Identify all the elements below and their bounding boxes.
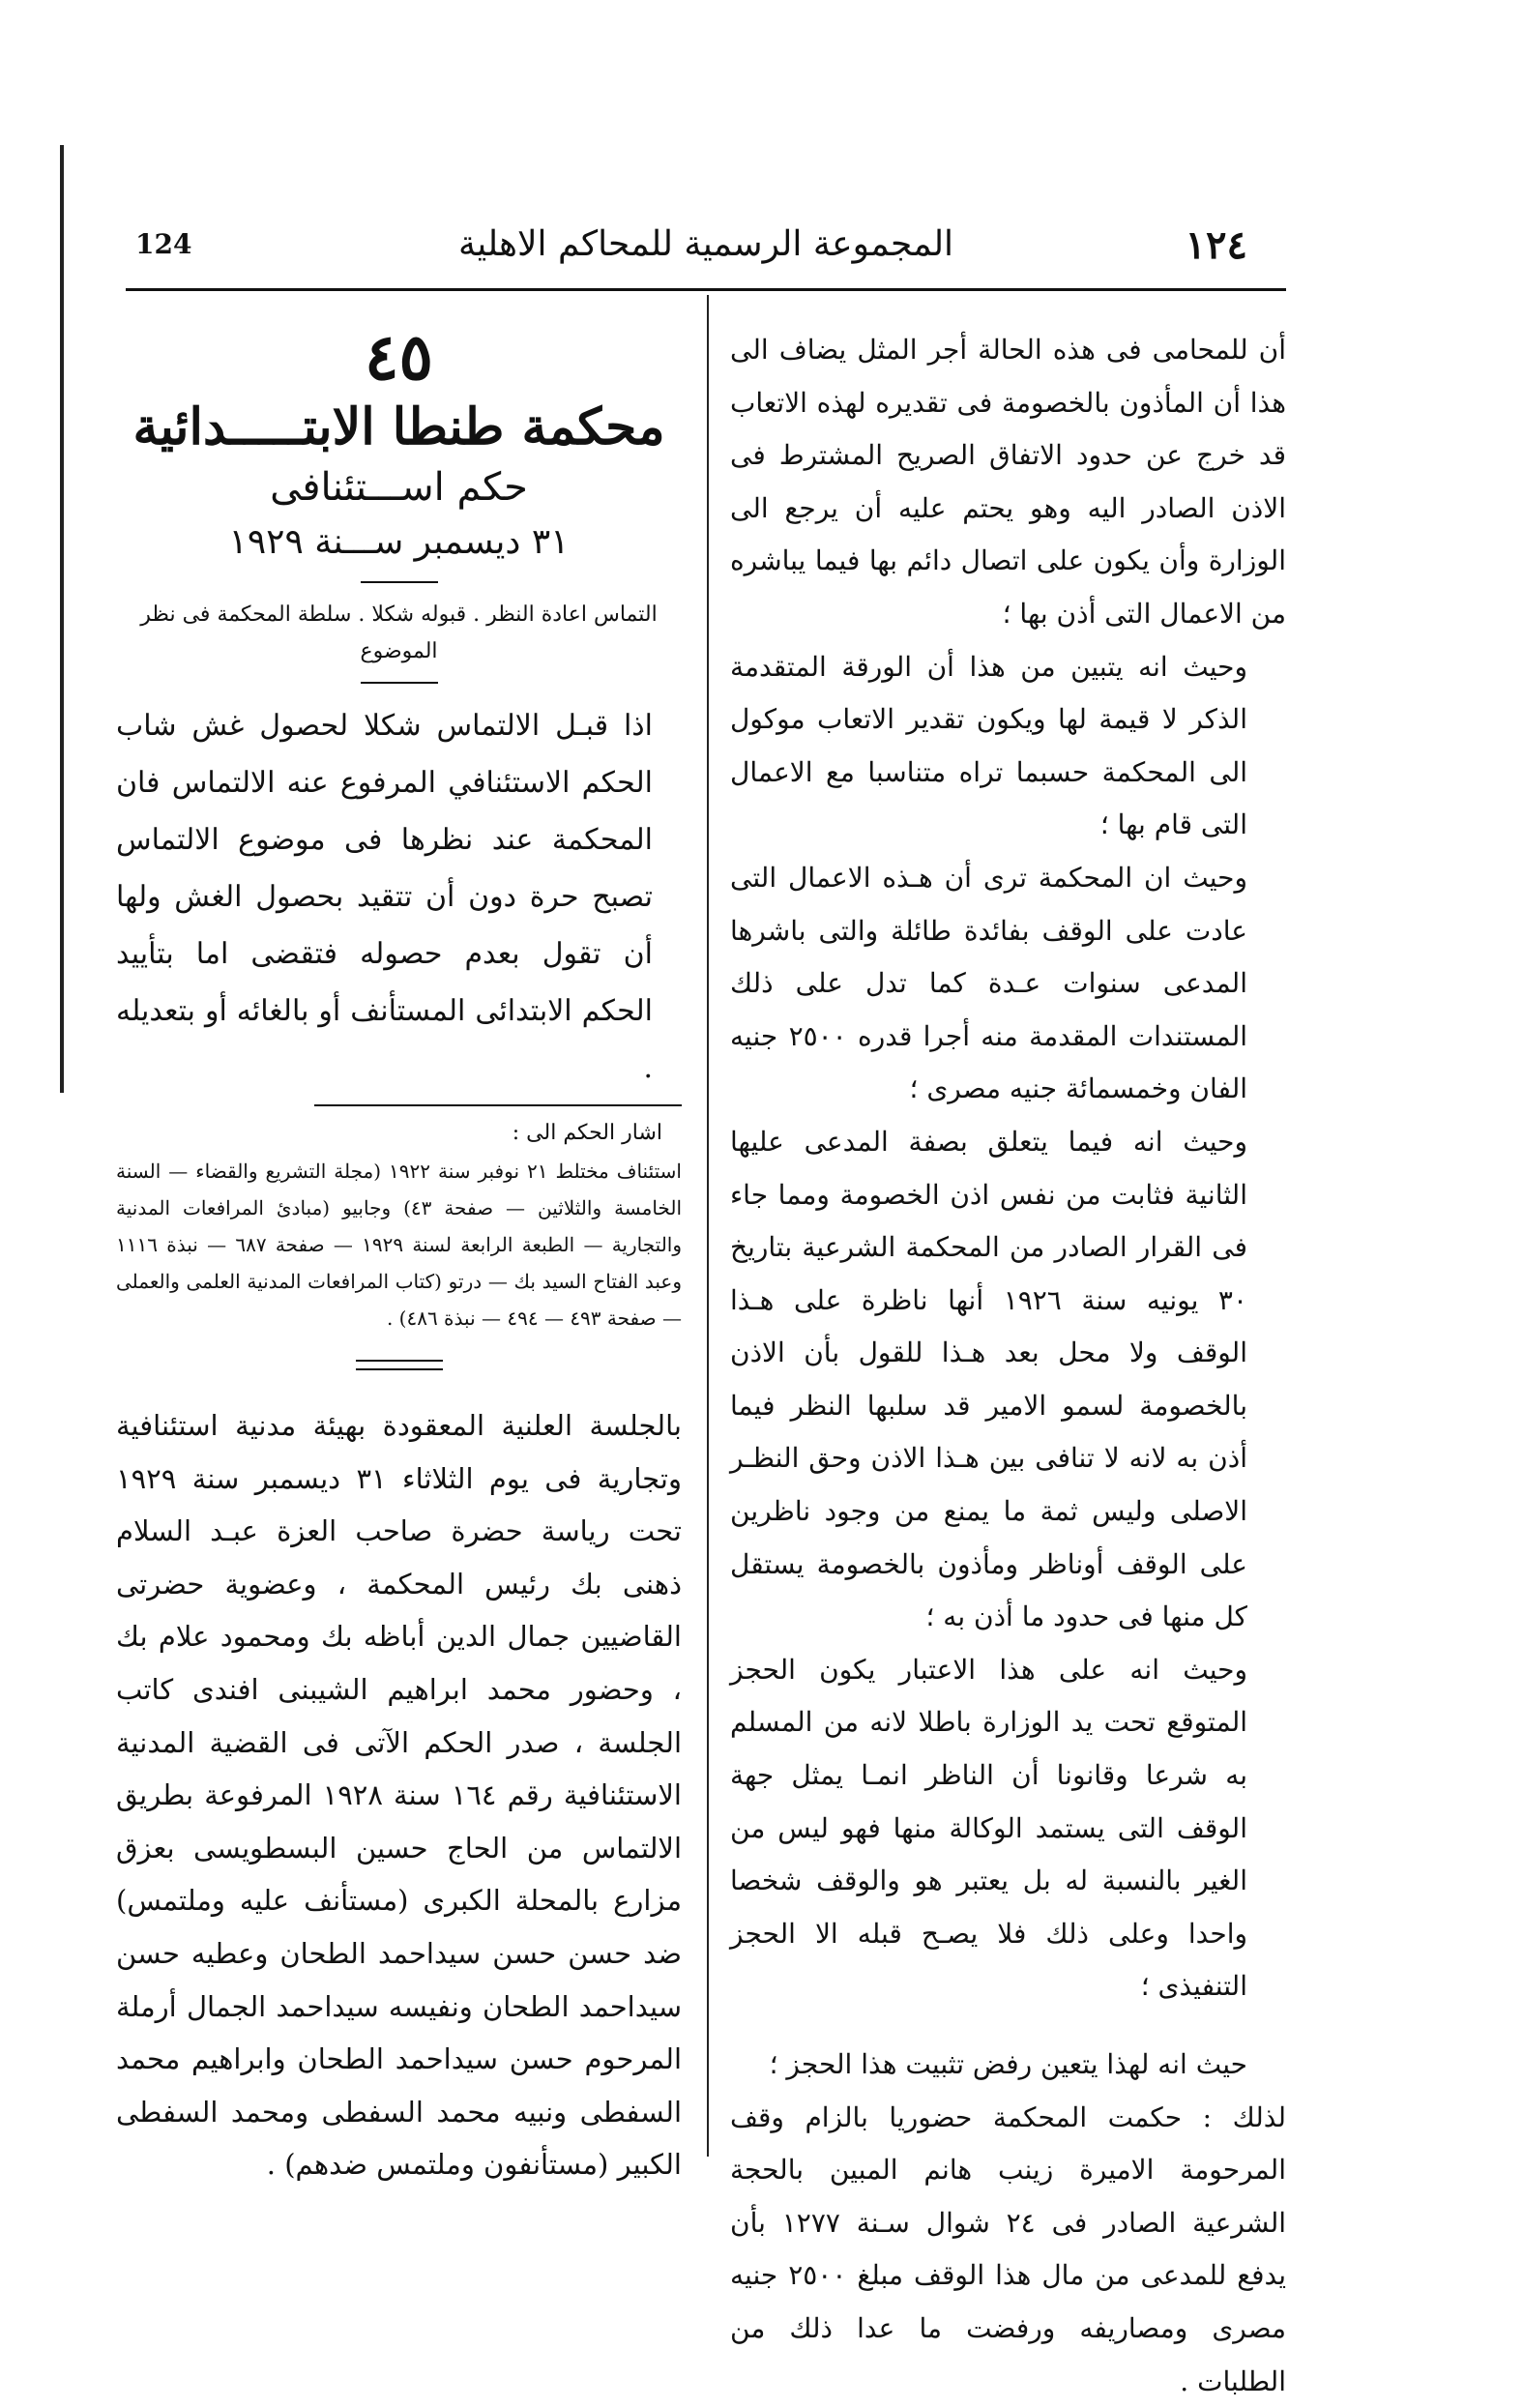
ruling-type: حكم اســـتئنافى [270,465,528,510]
paragraph: أن للمحامى فى هذه الحالة أجر المثل يضاف الى هذا أن المأذون بالخصومة فى تقديره لهذه الاتعاب قد خرج عن حدود الاتفاق الصريح المشترط فى الاذن الصادر اليه وهو يحتم عليه أن يرجع الى الوزارة وأن يكون على اتصال دائم بها فيما يباشره من الاعمال التى أذن بها ؛ [730,334,1286,630]
case-number: ٤٥ [365,319,433,395]
case-body-text: بالجلسة العلنية المعقودة بهيئة مدنية استئنافية وتجارية فى يوم الثلاثاء ٣١ ديسمبر سنة ١٩٢٩ تحت رياسة حضرة صاحب العزة عبـد السلام ذهنى بك رئيس المحكمة ، وعضوية حضرتى القاضيين جمال الدين أباظه بك ومحمود علام بك ، وحضور محمد ابراهيم الشيبنى افندى كاتب الجلسة ، صدر الحكم الآتى فى القضية المدنية الاستئنافية رقم ١٦٤ سنة ١٩٢٨ المرفوعة بطريق الالتماس من الحاج حسين البسطويسى بعزق مزارع بالمحلة الكبرى (مستأنف عليه وملتمس) ضد حسن حسن سيداحمد الطحان وعطيه حسن سيداحمد الطحان ونفيسه سيداحمد الجمال أرملة المرحوم حسن سيداحمد الطحان وابراهيم محمد السفطى ونبيه محمد السفطى ومحمد السفطى الكبير (مستأنفون وملتمس ضدهم) . [116,1409,682,2182]
ruling-date: ٣١ ديسمبر ســـنة ١٩٢٩ [228,522,570,562]
syllabus-text: اذا قبـل الالتماس شكلا لحصول غش شاب الحكم الاستئنافي المرفوع عنه الالتماس فان المحكمة عند نظرها فى موضوع الالتماس تصبح حرة دون أن تتقيد بحصول الغش ولها أن تقول بعدم حصوله فتقضى اما بتأييد الحكم الابتدائى المستأنف أو بالغائه أو بتعديله . [116,709,653,1085]
references-text: استئناف مختلط ٢١ نوفبر سنة ١٩٢٢ (مجلة التشريع والقضاء — السنة الخامسة والثلاثين — صفحة ٤٣) وجابيو (مبادئ المرافعات المدنية والتجارية — الطبعة الرابعة لسنة ١٩٢٩ — صفحة ٦٨٧ — نبذة ١١١٦ وعبد الفتاح السيد بك — درتو (كتاب المرافعات المدنية العلمى والعملى — صفحة ٤٩٣ — ٤٩٤ — نبذة ٤٨٦) . [116,1160,682,1330]
right-column [730,324,1286,2408]
double-rule [356,1360,443,1370]
syllabus [116,697,682,1097]
paragraph: وحيث ان المحكمة ترى أن هـذه الاعمال التى عادت على الوقف بفائدة طائلة والتى باشرها المدعى سنوات عـدة كما تدل على ذلك المستندات المقدمة منه أجرا قدره ٢٥٠٠ جنيه الفان وخمسمائة جنيه مصرى ؛ [730,861,1247,1105]
paragraph: وحيث انه على هذا الاعتبار يكون الحجز المتوقع تحت يد الوزارة باطلا لانه من المسلم به شرعا وقانونا أن الناظر انمـا يمثل جهة الوقف التى يستمد الوكالة منها فهو ليس من الغير بالنسبة له بل يعتبر هو والوقف شخصا واحدا وعلى ذلك فلا يصـح قبله الا الحجز التنفيذى ؛ [730,1653,1247,2003]
left-column [116,319,682,2191]
paragraph: وحيث انه يتبين من هذا أن الورقة المتقدمة الذكر لا قيمة لها ويكون تقدير الاتعاب موكول الى المحكمة حسبما تراه متناسبا مع الاعمال التى قام بها ؛ [730,650,1247,841]
topics-line: التماس اعادة النظر . قبوله شكلا . سلطة المحكمة فى نظر الموضوع [140,602,658,663]
case-body [116,1399,682,2191]
paragraph: لذلك : حكمت المحكمة حضوريا بالزام وقف المرحومة الاميرة زينب هانم المبين بالحجة الشرعية الصادر فى ٢٤ شوال سـنة ١٢٧٧ بأن يدفع للمدعى من مال هذا الوقف مبلغ ٢٥٠٠ جنيه مصرى ومصاريفه ورفضت ما عدا ذلك من الطلبات . [730,2100,1287,2397]
running-title: المجموعة الرسمية للمحاكم الاهلية [457,224,954,264]
page-number-latin: 124 [135,228,192,260]
page-header [126,220,1286,279]
paragraph: حيث انه لهذا يتعين رفض تثبيت هذا الحجز ؛ [769,2048,1247,2080]
column-divider [707,295,709,2157]
paragraph: وحيث انه فيما يتعلق بصفة المدعى عليها الثانية فثابت من نفس اذن الخصومة ومما جاء فى القرار الصادر من المحكمة الشرعية بتاريخ ٣٠ يونيه سنة ١٩٢٦ أنها ناظرة على هـذا الوقف ولا محل بعد هـذا للقول بأن الاذن بالخصومة لسمو الامير قد سلبها النظر فيما أذن به لانه لا تنافى بين هـذا الاذن وحق النظـر الاصلى وليس ثمة ما يمنع من وجود ناظرين على الوقف أوناظر ومأذون بالخصومة يستقل كل منها فى حدود ما أذن به ؛ [730,1125,1247,1633]
references [116,1153,682,1336]
court-name: محكمة طنطا الابتـــــدائية [132,397,665,456]
separator [314,1104,682,1106]
page-number-arabic: ١٢٤ [1185,222,1247,268]
margin-line [60,145,64,1093]
separator [361,581,438,583]
references-heading: اشار الحكم الى : [512,1121,662,1145]
header-rule [126,288,1286,291]
separator [361,682,438,684]
